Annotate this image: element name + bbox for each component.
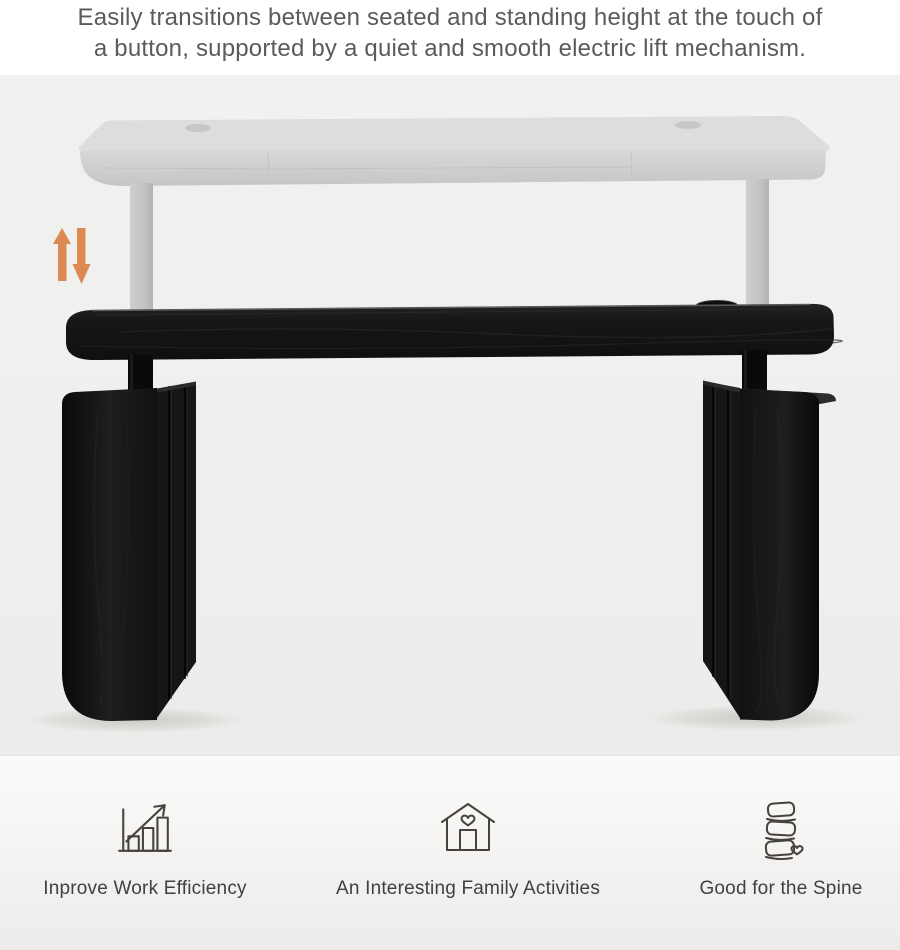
feature-item-spine — [650, 756, 900, 950]
black-desk-leg-left — [62, 382, 196, 722]
ghost-desk-leg-right — [746, 179, 769, 309]
black-desk-seated — [62, 301, 842, 722]
ghost-desk-standing — [79, 116, 830, 310]
feature-item-family-activities — [320, 756, 616, 950]
house-heart-icon — [439, 800, 497, 861]
desk-height-illustration — [0, 75, 900, 755]
ghost-desk-leg-left — [130, 183, 153, 310]
ghost-desk-grommet-left — [185, 124, 211, 132]
bar-chart-icon — [116, 800, 174, 861]
feature-label: Inprove Work Efficiency — [43, 878, 247, 899]
feature-label: Good for the Spine — [699, 878, 863, 899]
feature-label: An Interesting Family Activities — [335, 878, 601, 899]
spine-heart-icon — [755, 800, 807, 867]
height-adjust-arrows-icon — [53, 228, 91, 284]
features-row — [0, 755, 900, 950]
black-desk-leg-right — [703, 381, 836, 721]
desk-illustration-svg — [0, 75, 900, 755]
intro-text-line-1: Easily transitions between seated and standing height at the touch of — [77, 4, 823, 31]
ghost-desk-grommet-right — [675, 121, 701, 129]
intro-text — [0, 0, 900, 75]
intro-text-line-2: a button, supported by a quiet and smooth electric lift mechanism. — [93, 35, 807, 62]
feature-item-work-efficiency — [10, 756, 280, 950]
